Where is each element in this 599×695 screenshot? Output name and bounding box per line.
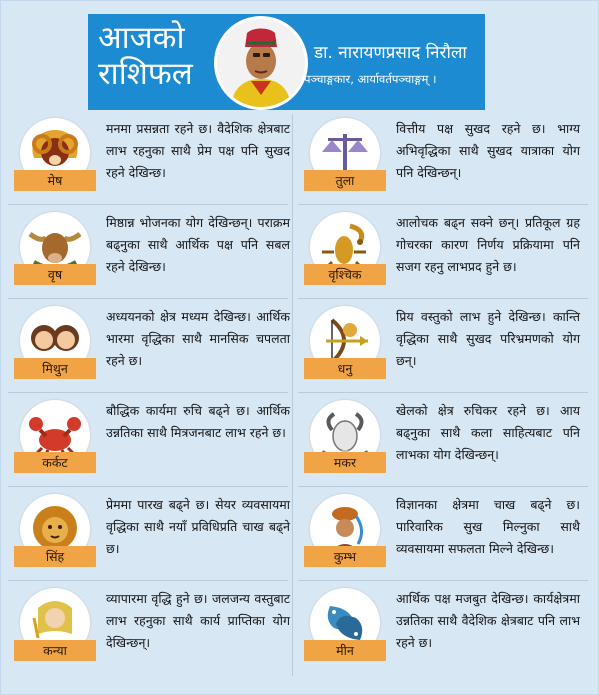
title-line-2: राशिफल xyxy=(98,56,193,92)
sign-label: वृश्चिक xyxy=(304,264,386,285)
title-line-1: आजको xyxy=(98,20,185,56)
horoscope-text: मिष्ठान्न भोजनका योग देखिन्छन्। पराक्रम बढ्नुका साथै आर्थिक पक्ष पनि सबल रहने देखिन्छ। xyxy=(106,215,290,274)
horoscope-item-makar xyxy=(304,396,584,488)
horoscope-item-mithun xyxy=(14,302,294,394)
sign-label: सिंह xyxy=(14,546,96,567)
horoscope-item-tula xyxy=(304,114,584,206)
sign-label: धनु xyxy=(304,358,386,379)
horoscope-item-vrish xyxy=(14,208,294,300)
horoscope-text: प्रिय वस्तुको लाभ हुने देखिन्छ। कान्ति वृद्धिका साथै सुखद परिभ्रमणको योग छन्। xyxy=(396,309,580,368)
horoscope-item-mesh xyxy=(14,114,294,206)
author-portrait xyxy=(214,16,308,110)
horoscope-text: मनमा प्रसन्नता रहने छ। वैदेशिक क्षेत्रबाट लाभ रहनुका साथै प्रेम पक्ष पनि सुखद रहने देखिन्छ। xyxy=(106,121,290,180)
sign-label: कर्कट xyxy=(14,452,96,473)
horoscope-text: आलोचक बढ्न सक्ने छन्। प्रतिकूल ग्रह गोचरका कारण निर्णय प्रक्रियामा पनि सजग रहनु लाभप्रद हुने छ। xyxy=(396,215,580,274)
horoscope-item-vrishchik xyxy=(304,208,584,300)
sign-label: कुम्भ xyxy=(304,546,386,567)
page-title xyxy=(98,20,208,92)
horoscope-text: खेलको क्षेत्र रुचिकर रहने छ। आय बढ्नुका साथै कला साहित्यबाट पनि लाभका योग देखिन्छन्। xyxy=(396,403,580,462)
horoscope-text: विज्ञानका क्षेत्रमा चाख बढ्ने छ। पारिवारिक सुख मिल्नुका साथै व्यवसायमा सफलता मिल्ने देखिन्छ। xyxy=(396,497,580,556)
horoscope-item-karkat xyxy=(14,396,294,488)
sign-label: मकर xyxy=(304,452,386,473)
author-name: डा. नारायणप्रसाद निरौला xyxy=(314,43,467,63)
horoscope-item-meen xyxy=(304,584,584,676)
horoscope-text: प्रेममा पारख बढ्ने छ। सेयर व्यवसायमा वृद्धिका साथै नयाँ प्रविधिप्रति चाख बढ्ने छ। xyxy=(106,497,290,556)
horoscope-item-simha xyxy=(14,490,294,582)
sign-label: मेष xyxy=(14,170,96,191)
header-banner xyxy=(88,14,485,110)
horoscope-text: आर्थिक पक्ष मजबुत देखिन्छ। कार्यक्षेत्रमा उन्नतिका साथै वैदेशिक क्षेत्रबाट पनि लाभ रहने छ। xyxy=(396,591,580,650)
sign-label: कन्या xyxy=(14,640,96,661)
author-title: पञ्चाङ्गकार, आर्यावर्तपञ्चाङ्गम् । xyxy=(304,72,437,86)
sign-label: तुला xyxy=(304,170,386,191)
horoscope-text: व्यापारमा वृद्धि हुने छ। जलजन्य वस्तुबाट लाभ रहनुका साथै कार्य प्राप्तिका योग देखिन्छन्। xyxy=(106,591,290,650)
horoscope-item-kumbha xyxy=(304,490,584,582)
horoscope-item-kanya xyxy=(14,584,294,676)
horoscope-text: अध्ययनको क्षेत्र मध्यम देखिन्छ। आर्थिक भारमा वृद्धिका साथै मानसिक चपलता रहने छ। xyxy=(106,309,290,368)
horoscope-text: बौद्धिक कार्यमा रुचि बढ्ने छ। आर्थिक उन्नतिका साथै मित्रजनबाट लाभ रहने छ। xyxy=(106,403,290,440)
sign-label: मिथुन xyxy=(14,358,96,379)
horoscope-item-dhanu xyxy=(304,302,584,394)
sign-label: वृष xyxy=(14,264,96,285)
sign-label: मीन xyxy=(304,640,386,661)
horoscope-text: वित्तीय पक्ष सुखद रहने छ। भाग्य अभिवृद्धिका साथै सुखद यात्राका योग पनि देखिन्छन्। xyxy=(396,121,580,180)
